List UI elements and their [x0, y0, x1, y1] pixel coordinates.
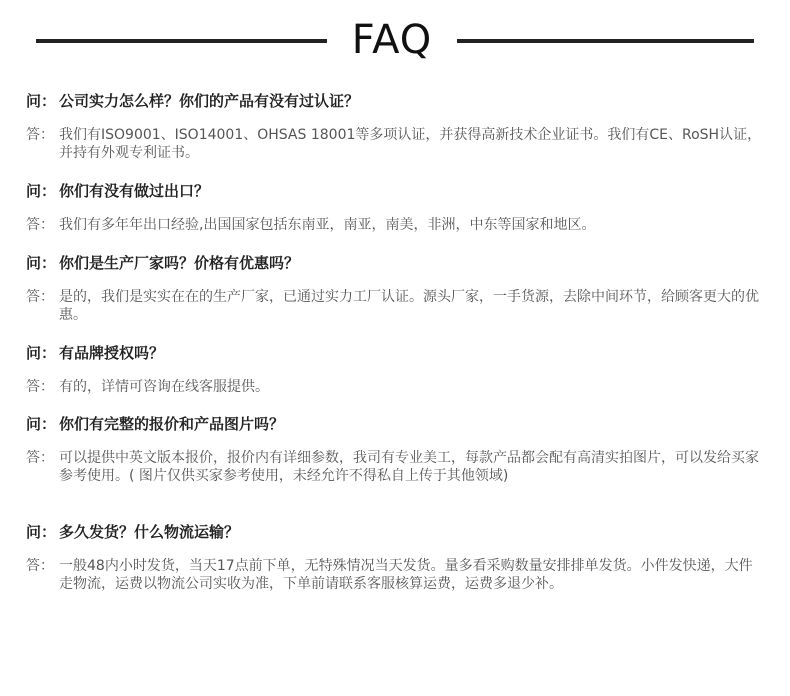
- faq-item-3: [26, 253, 766, 324]
- faq-item-6: [26, 522, 766, 593]
- answer-text: 我们有ISO9001、ISO14001、OHSAS 18001等多项认证，并获得高新技术企业证书。我们有CE、RoSH认证，并持有外观专利证书。: [59, 127, 762, 161]
- question: [26, 181, 766, 201]
- question-text: 多久发货？什么物流运输？: [59, 523, 240, 541]
- answer-text: 一般48内小时发货，当天17点前下单，无特殊情况当天发货。量多看采购数量安排排单发货。小件发快递，大件走物流，运费以物流公司实收为准，下单前请联系客服核算运费，运费多退少补。: [59, 558, 753, 592]
- question: [26, 414, 766, 434]
- question-prefix: 问：: [26, 92, 57, 110]
- answer-text: 可以提供中英文版本报价，报价内有详细参数，我司有专业美工，每款产品都会配有高清实拍图片，可以发给买家参考使用。( 图片仅供买家参考使用，未经允许不得私自上传于其他领域): [59, 450, 759, 484]
- question-text: 你们是生产厂家吗？价格有优惠吗？: [59, 254, 300, 272]
- answer: [26, 449, 766, 485]
- answer-prefix: 答：: [26, 289, 54, 305]
- question: [26, 343, 766, 363]
- answer: [26, 557, 766, 593]
- answer-prefix: 答：: [26, 379, 54, 395]
- question-text: 有品牌授权吗？: [59, 344, 165, 362]
- question: [26, 91, 766, 111]
- question-prefix: 问：: [26, 415, 57, 433]
- question-text: 公司实力怎么样？你们的产品有没有过认证？: [59, 92, 360, 110]
- answer-prefix: 答：: [26, 127, 54, 143]
- question-prefix: 问：: [26, 182, 57, 200]
- page-title: FAQ: [351, 17, 433, 63]
- question-text: 你们有没有做过出口？: [59, 182, 210, 200]
- faq-header: [0, 0, 790, 80]
- header-rule-right: [457, 39, 754, 43]
- question-prefix: 问：: [26, 254, 57, 272]
- answer: [26, 216, 766, 234]
- answer-prefix: 答：: [26, 450, 54, 466]
- question-prefix: 问：: [26, 523, 57, 541]
- faq-item-1: [26, 91, 766, 162]
- answer: [26, 378, 766, 396]
- answer-text: 是的，我们是实实在在的生产厂家，已通过实力工厂认证。源头厂家，一手货源，去除中间环节，给顾客更大的优惠。: [59, 289, 759, 323]
- faq-item-4: [26, 343, 766, 396]
- answer-prefix: 答：: [26, 217, 54, 233]
- answer: [26, 126, 766, 162]
- question-text: 你们有完整的报价和产品图片吗？: [59, 415, 285, 433]
- question: [26, 253, 766, 273]
- answer-text: 有的，详情可咨询在线客服提供。: [59, 379, 269, 395]
- question-prefix: 问：: [26, 344, 57, 362]
- answer-prefix: 答：: [26, 558, 54, 574]
- question: [26, 522, 766, 542]
- answer: [26, 288, 766, 324]
- faq-item-5: [26, 414, 766, 485]
- answer-text: 我们有多年年出口经验,出国国家包括东南亚，南亚，南美，非洲，中东等国家和地区。: [59, 217, 596, 233]
- header-rule-left: [36, 39, 327, 43]
- faq-item-2: [26, 181, 766, 234]
